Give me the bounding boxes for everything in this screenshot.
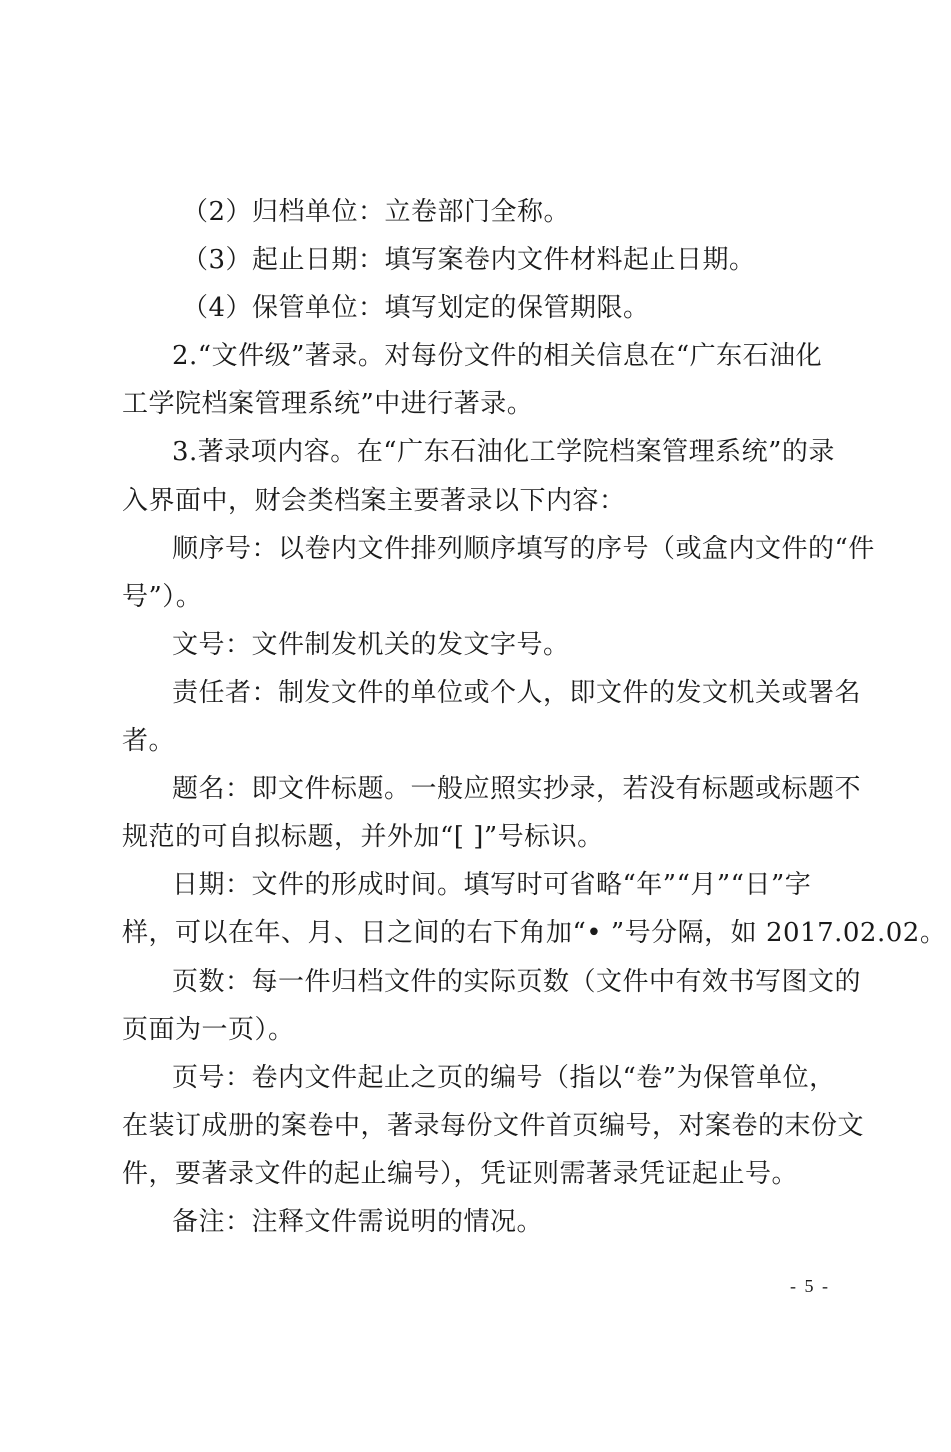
paragraph-line: 在装订成册的案卷中，著录每份文件首页编号，对案卷的末份文 [122,1110,865,1141]
page-number: - 5 - [790,1276,830,1296]
paragraph-line: 文号：文件制发机关的发文字号。 [172,629,570,660]
paragraph-line: （3）起止日期：填写案卷内文件材料起止日期。 [182,245,756,276]
paragraph-line: （4）保管单位：填写划定的保管期限。 [182,293,650,324]
paragraph-line: 号”）。 [122,581,203,612]
paragraph-line: 者。 [122,726,176,757]
paragraph-line: 入界面中，财会类档案主要著录以下内容： [122,485,626,516]
paragraph-line: 备注：注释文件需说明的情况。 [172,1206,544,1237]
paragraph-line: 责任者：制发文件的单位或个人，即文件的发文机关或署名 [172,677,862,708]
paragraph-line: 3.著录项内容。在“广东石油化工学院档案管理系统”的录 [172,437,835,468]
document-body [122,188,947,1246]
paragraph-line: （2）归档单位：立卷部门全称。 [182,197,571,227]
paragraph-line: 件，要著录文件的起止编号），凭证则需著录凭证起止号。 [122,1158,799,1189]
paragraph-line: 日期：文件的形成时间。填写时可省略“年”“月”“日”字 [172,870,812,901]
paragraph-line: 2.“文件级”著录。对每份文件的相关信息在“广东石油化 [172,341,823,372]
paragraph-line: 工学院档案管理系统”中进行著录。 [122,389,534,420]
paragraph-line: 顺序号：以卷内文件排列顺序填写的序号（或盒内文件的“件 [172,533,875,564]
paragraph-line: 样，可以在年、月、日之间的右下角加“• ”号分隔，如 2017.02.02。 [122,918,947,949]
paragraph-line: 页号：卷内文件起止之页的编号（指以“卷”为保管单位， [172,1062,836,1093]
paragraph-line: 页数：每一件归档文件的实际页数（文件中有效书写图文的 [172,966,862,997]
paragraph-line: 题名：即文件标题。一般应照实抄录，若没有标题或标题不 [172,774,862,805]
paragraph-line: 页面为一页）。 [122,1014,295,1045]
paragraph-line: 规范的可自拟标题，并外加“[ ]”号标识。 [122,822,604,853]
